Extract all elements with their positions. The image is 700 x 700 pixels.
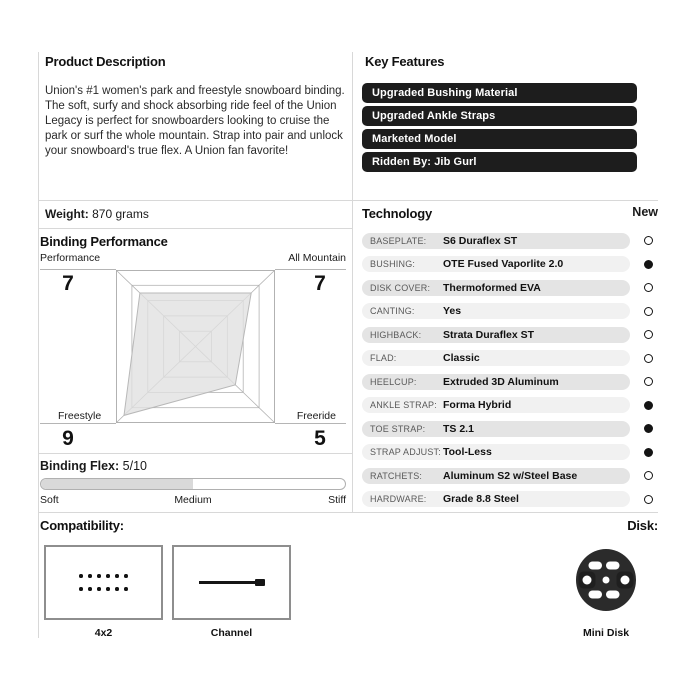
table-row bbox=[362, 323, 658, 347]
leader-line bbox=[40, 269, 116, 270]
disk-title: Disk: bbox=[627, 518, 658, 533]
table-row bbox=[362, 488, 658, 512]
binding-flex-title bbox=[40, 459, 147, 473]
bolt-pattern-4x2-icon bbox=[77, 570, 131, 596]
radar-polygon bbox=[124, 293, 251, 415]
binding-flex-label: Binding Flex: bbox=[40, 459, 120, 473]
new-indicator bbox=[644, 495, 653, 504]
tech-spec-value: Classic bbox=[443, 352, 480, 365]
tech-spec-label: CANTING: bbox=[370, 306, 415, 317]
tech-spec-value: Yes bbox=[443, 305, 462, 318]
binding-performance-title: Binding Performance bbox=[40, 234, 168, 249]
compatibility-channel-box bbox=[172, 545, 291, 620]
tech-spec-bar bbox=[362, 233, 630, 249]
flex-scale-soft: Soft bbox=[40, 494, 59, 506]
key-features-list bbox=[362, 83, 637, 175]
weight-value: 870 grams bbox=[92, 207, 149, 221]
divider-weight bbox=[38, 228, 352, 229]
tech-spec-value: Extruded 3D Aluminum bbox=[443, 375, 559, 388]
new-indicator bbox=[644, 354, 653, 363]
flex-scale-stiff: Stiff bbox=[328, 494, 346, 506]
new-indicator bbox=[644, 377, 653, 386]
table-row bbox=[362, 394, 658, 418]
table-row bbox=[362, 229, 658, 253]
radar-value-freestyle: 9 bbox=[62, 427, 74, 450]
tech-spec-label: DISK COVER: bbox=[370, 282, 431, 293]
table-row bbox=[362, 370, 658, 394]
tech-spec-value: Tool-Less bbox=[443, 446, 492, 459]
compatibility-4x2-label: 4x2 bbox=[94, 627, 113, 639]
tech-spec-value: S6 Duraflex ST bbox=[443, 234, 518, 247]
technology-title: Technology bbox=[362, 206, 432, 221]
key-feature-badge: Upgraded Bushing Material bbox=[362, 83, 637, 103]
compatibility-title: Compatibility: bbox=[40, 518, 124, 533]
product-description-title: Product Description bbox=[45, 54, 166, 69]
column-divider bbox=[352, 52, 353, 512]
channel-icon bbox=[199, 579, 265, 586]
table-row bbox=[362, 417, 658, 441]
new-indicator bbox=[644, 424, 653, 433]
radar-axis-label-freeride: Freeride bbox=[296, 410, 336, 422]
new-indicator bbox=[644, 283, 653, 292]
tech-spec-label: HEELCUP: bbox=[370, 376, 417, 387]
new-indicator bbox=[644, 471, 653, 480]
key-features-title: Key Features bbox=[365, 54, 445, 69]
key-feature-badge: Upgraded Ankle Straps bbox=[362, 106, 637, 126]
radar-value-freeride: 5 bbox=[314, 427, 326, 450]
weight-label: Weight: bbox=[45, 207, 89, 221]
table-row bbox=[362, 464, 658, 488]
divider-top bbox=[38, 200, 658, 201]
mini-disk-icon bbox=[575, 548, 637, 612]
leader-line bbox=[275, 423, 346, 424]
table-row bbox=[362, 347, 658, 371]
tech-spec-value: Forma Hybrid bbox=[443, 399, 512, 412]
flex-scale-medium: Medium bbox=[174, 494, 212, 506]
new-indicator bbox=[644, 260, 653, 269]
new-indicator bbox=[644, 236, 653, 245]
new-indicator bbox=[644, 401, 653, 410]
radar-value-performance: 7 bbox=[62, 272, 74, 295]
tech-spec-value: Thermoformed EVA bbox=[443, 281, 541, 294]
tech-spec-value: Aluminum S2 w/Steel Base bbox=[443, 469, 578, 482]
tech-spec-bar bbox=[362, 350, 630, 366]
flex-bar bbox=[40, 478, 346, 490]
product-description-body: Union's #1 women's park and freestyle snowboard binding. The soft, surfy and shock absorbing ride feel of the Union Legacy is perfect for snowboarders looking to cruise the park or surf the whole mountain. Strap into pair and unlock your snowboard's true flex. A Union fan favorite! bbox=[45, 85, 345, 157]
tech-spec-bar bbox=[362, 374, 630, 390]
radar-axis-label-all-mountain: All Mountain bbox=[288, 252, 346, 264]
tech-spec-label: ANKLE STRAP: bbox=[370, 400, 437, 411]
compatibility-channel-label: Channel bbox=[210, 627, 253, 639]
tech-spec-label: BASEPLATE: bbox=[370, 235, 427, 246]
radar-axis-label-performance: Performance bbox=[40, 252, 101, 264]
key-feature-badge: Ridden By: Jib Gurl bbox=[362, 152, 637, 172]
new-indicator bbox=[644, 330, 653, 339]
tech-spec-label: FLAD: bbox=[370, 353, 397, 364]
radar-value-all-mountain: 7 bbox=[314, 272, 326, 295]
new-indicator bbox=[644, 448, 653, 457]
key-feature-badge: Marketed Model bbox=[362, 129, 637, 149]
radar-chart bbox=[116, 270, 275, 423]
tech-spec-bar bbox=[362, 468, 630, 484]
tech-spec-value: TS 2.1 bbox=[443, 422, 474, 435]
tech-spec-bar bbox=[362, 256, 630, 272]
table-row bbox=[362, 441, 658, 465]
tech-spec-bar bbox=[362, 444, 630, 460]
tech-spec-bar bbox=[362, 303, 630, 319]
table-row bbox=[362, 300, 658, 324]
new-indicator bbox=[644, 307, 653, 316]
flex-fill bbox=[41, 479, 193, 489]
tech-spec-value: Strata Duraflex ST bbox=[443, 328, 535, 341]
tech-spec-value: OTE Fused Vaporlite 2.0 bbox=[443, 258, 564, 271]
technology-table bbox=[362, 229, 658, 511]
tech-spec-bar bbox=[362, 421, 630, 437]
left-border-line bbox=[38, 52, 39, 638]
disk-label: Mini Disk bbox=[582, 627, 630, 639]
divider-bottom bbox=[38, 512, 658, 513]
tech-spec-label: STRAP ADJUST: bbox=[370, 447, 441, 458]
weight-row bbox=[45, 207, 149, 221]
tech-spec-label: HIGHBACK: bbox=[370, 329, 422, 340]
divider-flex bbox=[38, 453, 352, 454]
tech-spec-label: HARDWARE: bbox=[370, 494, 427, 505]
tech-spec-value: Grade 8.8 Steel bbox=[443, 493, 519, 506]
tech-spec-label: BUSHING: bbox=[370, 259, 416, 270]
compatibility-4x2-box bbox=[44, 545, 163, 620]
tech-spec-bar bbox=[362, 397, 630, 413]
leader-line bbox=[40, 423, 116, 424]
tech-spec-bar bbox=[362, 280, 630, 296]
radar-axis-label-freestyle: Freestyle bbox=[58, 410, 102, 422]
leader-line bbox=[275, 269, 346, 270]
technology-new-header: New bbox=[632, 205, 658, 219]
tech-spec-bar bbox=[362, 327, 630, 343]
tech-spec-label: TOE STRAP: bbox=[370, 423, 426, 434]
table-row bbox=[362, 276, 658, 300]
binding-flex-value: 5/10 bbox=[122, 459, 147, 473]
tech-spec-label: RATCHETS: bbox=[370, 470, 423, 481]
tech-spec-bar bbox=[362, 491, 630, 507]
table-row bbox=[362, 253, 658, 277]
